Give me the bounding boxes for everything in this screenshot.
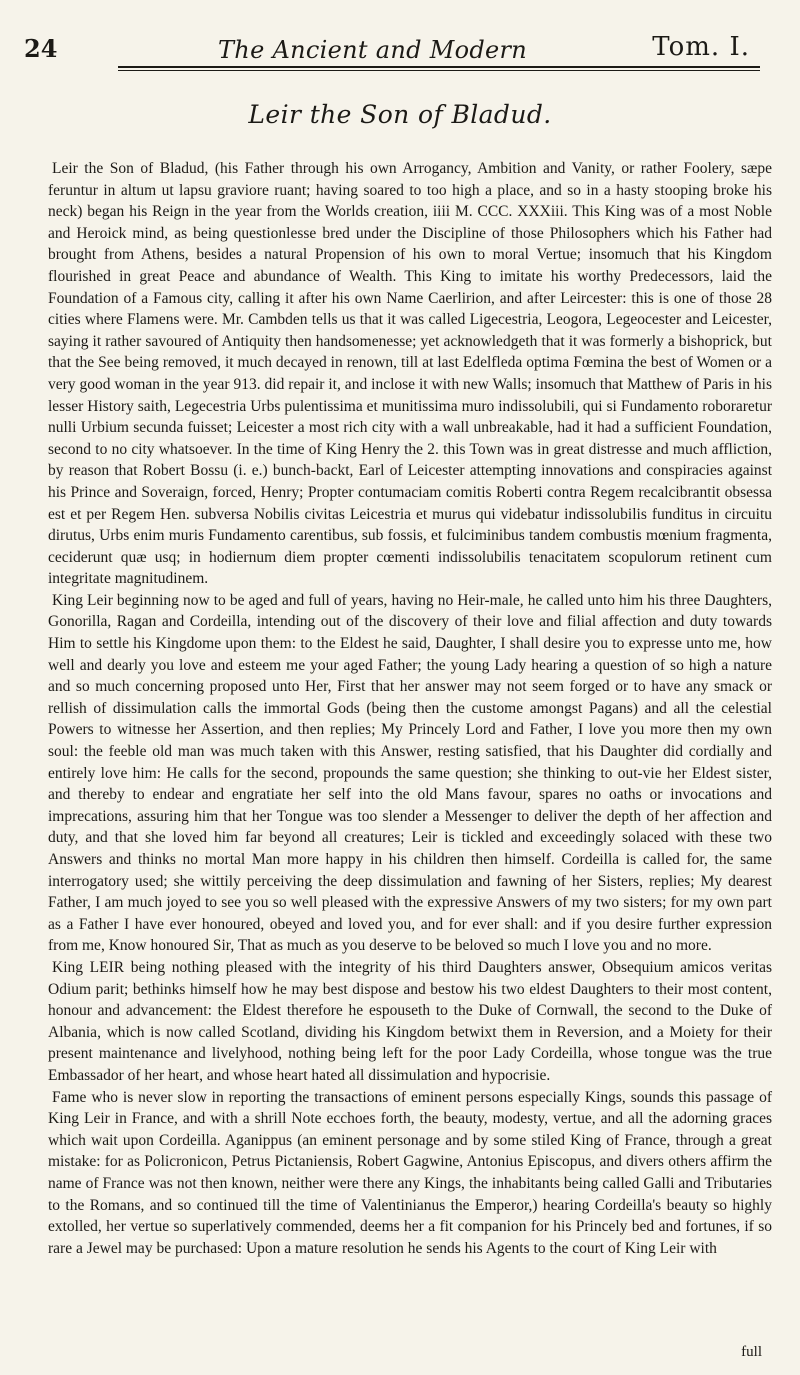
running-title: The Ancient and Modern (218, 36, 528, 64)
header-rule-thin (118, 70, 760, 71)
paragraph: King Leir beginning now to be aged and full of years, having no Heir-male, he called unto him his three Daughters, Gonorilla, Ragan and Cordeilla, intending out of the discovery of their love and filial affection and duty towards Him to settle his Kingdome upon them: to the Eldest he said, Daughter, I shall desire you to expresse unto me, how well and dearly you love and esteem me your aged Father; the young Lady hearing a question of so high a nature and so much concerning proposed unto Her, First that her answer may not seem forged or to have any smack or rellish of dissimulation calls the immortal Gods (being then the custome amongst Pagans) and all the celestial Powers to witnesse her Assertion, and then replies; My Princely Lord and Father, I love you more then my own soul: the feeble old man was much taken with this Answer, resting satisfied, that his Daughter did cordially and entirely love him: He calls for the second, propounds the same question; she thinking to out-vie her Eldest sister, and thereby to endear and engratiate her self into the old Mans favour, spares no oaths or invocations and imprecations, assuring him that her Tongue was too slender a Messenger to deliver the depth of her affection and duty, and that she loved him far beyond all creatures; Leir is tickled and exceedingly solaced with these two Answers and thinks no mortal Man more happy in his children then himself. Cordeilla is called for, the same interrogatory used; she wittily perceiving the deep dissimulation and fawning of her Sisters, replies; My dearest Father, I am much joyed to see you so well pleased with the expressive Answers of my two sisters; for my own part as a Father I have ever honoured, obeyed and loved you, and for ever shall: and if you desire further expression from me, Know honoured Sir, That as much as you deserve to be beloved so much I love you and no more. (48, 591, 772, 955)
section-title: Leir the Son of Bladud. (248, 100, 552, 129)
header-rule (118, 66, 760, 68)
paragraph: Leir the Son of Bladud, (his Father through his own Arrogancy, Ambition and Vanity, or rather Foolery, sæpe feruntur in altum ut lapsu graviore ruant; having soared to too high a place, and so in a hasty stooping broke his neck) began his Reign in the year from the Worlds creation, iiii M. CCC. XXXiii. This King was of a most Noble and Heroick mind, as being questionlesse bred under the Discipline of those Philosophers which his Father had brought from Athens, besides a natural Propension of his own to moral Vertue; insomuch that his Kingdom flourished in great Peace and abundance of Wealth. This King to imitate his worthy Predecessors, laid the Foundation of a Famous city, calling it after his own Name Caerlirion, and after Leircester: this is one of those 28 cities where Flamens were. Mr. Cambden tells us that it was called Ligecestria, Leogora, Legeocester and Leicester, saying it rather savoured of Antiquity then handsomenesse; yet acknowledgeth that it was formerly a bishoprick, but that the See being removed, it much decayed in renown, till at last Edelfleda optima Fœmina the best of Women or a very good woman in the year 913. did repair it, and inclose it with new Walls; insomuch that Matthew of Paris in his lesser History saith, Legecestria Urbs pulentissima et munitissima muro indissolubili, qui si Fundamento roboraretur nulli Urbium secunda fuisset; Leicester a most rich city with a wall unbreakable, had it had a sufficient Foundation, second to no city whatsoever. In the time of King Henry the 2. this Town was in great distresse and much affliction, by reason that Robert Bossu (i. e.) bunch-backt, Earl of Leicester attempting innovations and conspiracies against his Prince and Soveraign, forced, Henry; Propter contumaciam comitis Roberti contra Regem recalcibrantit obsessa est et per Regem Hen. subversa Nobilis civitas Leicestria et murus qui videbatur indissolubilis funditus in circuitu dirutus, Urbs enim muris Fundamento carentibus, sub fossis, et fulciminibus tandem combustis mœnium fragmenta, ceciderunt quæ usq; in hodiernum diem propter cœmenti indissolubilis tenacitatem scopulorum retinent cum integritate magnitudinem. (48, 160, 772, 588)
paragraph: Fame who is never slow in reporting the transactions of eminent persons especially Kings, sounds this passage of King Leir in France, and with a shrill Note ecchoes forth, the beauty, modesty, vertue, and all the adorning graces which wait upon Cordeilla. Aganippus (an eminent personage and by some stiled King of France, through a great mistake: for as Policronicon, Petrus Pictaniensis, Robert Gagwine, Antonius Episcopus, and divers others affirm the name of France was not then known, neither were there any Kings, the inhabitants being called Galli and Tributaries to the Romans, and so continued till the time of Valentinianus the Emperor,) hearing Cordeilla's beauty so highly extolled, her vertue so superlatively commended, deems her a fit companion for his Princely bed and fortunes, if so rare a Jewel may be purchased: Upon a mature resolution he sends his Agents to the court of King Leir with (48, 1088, 772, 1257)
catchword: full (741, 1344, 762, 1360)
body-text (48, 158, 772, 1259)
paragraph: King LEIR being nothing pleased with the integrity of his third Daughters answer, Obsequium amicos veritas Odium parit; bethinks himself how he may best dispose and bestow his two eldest Daughters to their most content, honour and advancement: the Eldest therefore he espouseth to the Duke of Cornwall, the second to the Duke of Albania, which is now called Scotland, dividing his Kingdom betwixt them in Reversion, and a Moiety for their present maintenance and livelyhood, nothing being left for the poor Lady Cordeilla, whose tongue was the true Embassador of her heart, and whose heart hated all dissimulation and hypocrisie. (48, 958, 772, 1084)
page-number: 24 (24, 34, 58, 63)
volume-label: Tom. I. (652, 32, 750, 62)
page-header (24, 16, 760, 72)
